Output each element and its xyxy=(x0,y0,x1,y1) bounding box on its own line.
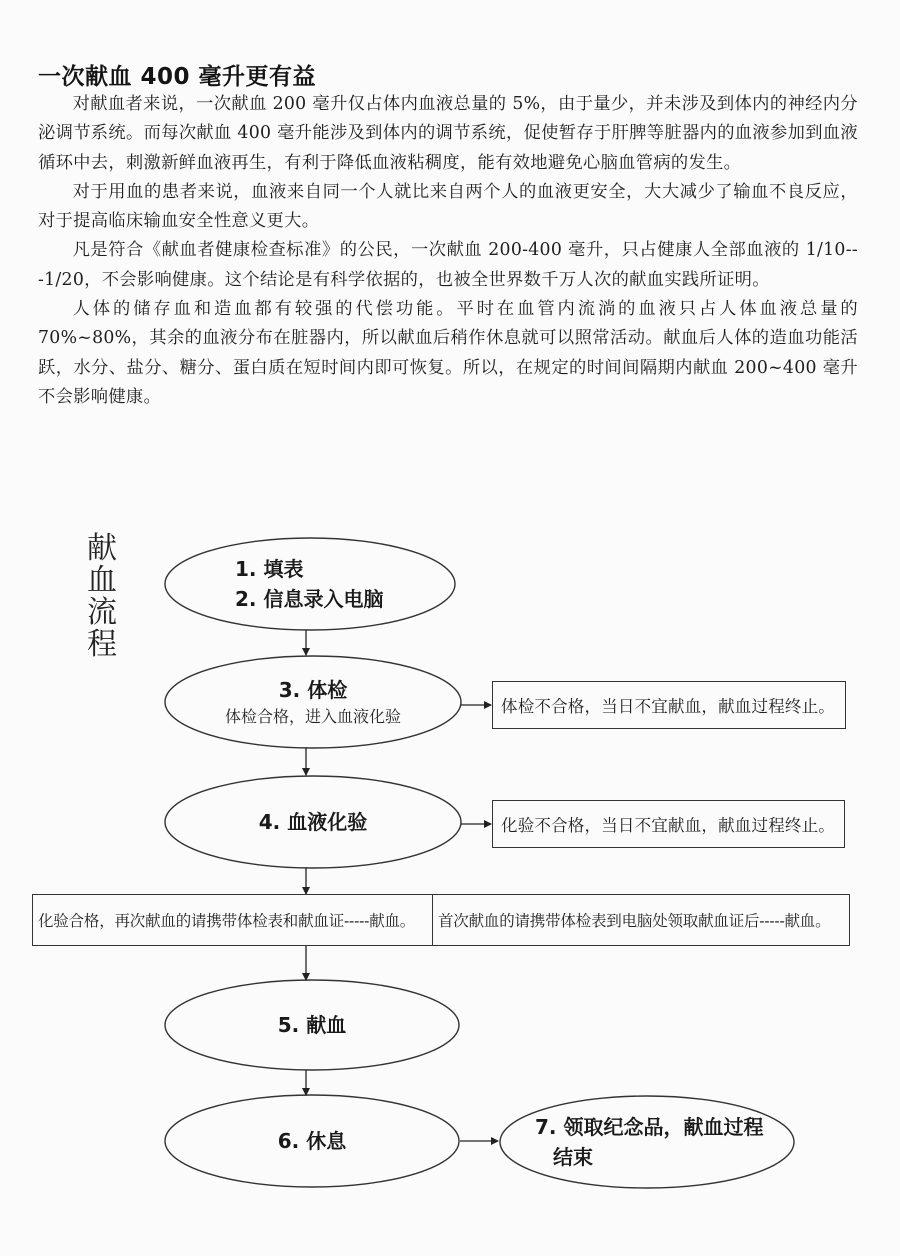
step-4-node xyxy=(165,776,461,868)
step-3-subtitle: 体检合格，进入血液化验 xyxy=(224,707,401,726)
first-time-donor-instruction: 首次献血的请携带体检表到电脑处领取献血证后-----献血。 xyxy=(438,912,831,930)
flowchart-label-char: 程 xyxy=(87,627,117,662)
step-6-node xyxy=(165,1095,459,1187)
step-6-title: 6. 休息 xyxy=(277,1129,347,1153)
page-title: 一次献血 400 毫升更有益 xyxy=(38,64,317,90)
step-1-label: 1. 填表 xyxy=(235,557,304,581)
step-4-title: 4. 血液化验 xyxy=(258,810,368,834)
paragraph-2: 对于用血的患者来说，血液来自同一个人就比来自两个人的血液更安全，大大减少了输血不良反应，对于提高临床输血安全性意义更大。 xyxy=(38,181,858,232)
step-5-title: 5. 献血 xyxy=(277,1013,347,1037)
step-5-node xyxy=(165,980,459,1070)
step-7-line-2: 结束 xyxy=(553,1145,593,1169)
step-3-title: 3. 体检 xyxy=(278,678,348,702)
repeat-donor-instruction: 化验合格，再次献血的请携带体检表和献血证-----献血。 xyxy=(33,895,433,945)
step-7-line-1: 7. 领取纪念品，献血过程 xyxy=(535,1115,764,1139)
step-7-node xyxy=(535,1096,785,1188)
step-3-node xyxy=(165,656,461,748)
physical-exam-fail-box: 体检不合格，当日不宜献血，献血过程终止。 xyxy=(492,681,846,729)
pass-instructions-box xyxy=(32,894,850,946)
blood-test-fail-box: 化验不合格，当日不宜献血，献血过程终止。 xyxy=(492,800,845,848)
flowchart-label-char: 献 xyxy=(87,531,117,566)
paragraph-4: 人体的储存血和造血都有较强的代偿功能。平时在血管内流淌的血液只占人体血液总量的 70%~80%，其余的血液分布在脏器内，所以献血后稍作休息就可以照常活动。献血后人体的造血功能活跃，水分、盐分、糖分、蛋白质在短时间内即可恢复。所以，在规定的时间间隔期内献血 200~400 毫升不会影响健康。 xyxy=(38,299,858,407)
paragraph-1: 对献血者来说，一次献血 200 毫升仅占体内血液总量的 5%，由于量少，并未涉及到体内的神经内分泌调节系统。而每次献血 400 毫升能涉及到体内的调节系统，促使暂存于肝脾等脏器内的血液参加到血液循环中去，刺激新鲜血液再生，有利于降低血液粘稠度，能有效地避免心脑血管病的发生。 xyxy=(38,94,858,173)
flowchart-label-char: 血 xyxy=(87,563,117,598)
paragraph-3: 凡是符合《献血者健康检查标准》的公民，一次献血 200-400 毫升，只占健康人全部血液的 1/10---1/20，不会影响健康。这个结论是有科学依据的，也被全世界数千万人次的献血实践所证明。 xyxy=(38,240,858,290)
step-1-2-node xyxy=(165,538,455,630)
flowchart-label-char: 流 xyxy=(87,595,117,630)
step-2-label: 2. 信息录入电脑 xyxy=(235,587,384,611)
